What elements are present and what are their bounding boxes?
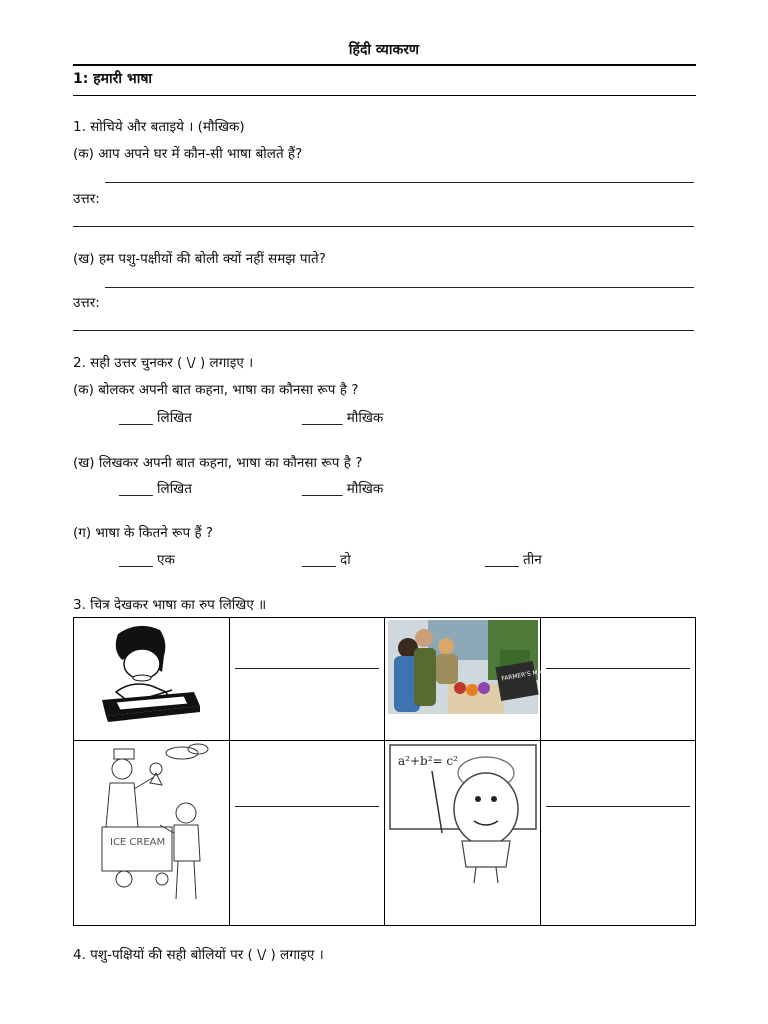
answer-cell-4[interactable] [540, 741, 696, 926]
q2c-option-do[interactable]: _____ दो [302, 552, 351, 568]
q1b-question: (ख) हम पशु-पक्षीयों की बोली क्यों नहीं समझ पाते? [73, 251, 326, 267]
title-divider [73, 64, 696, 66]
q1b-answer-label: उत्तर: [73, 295, 100, 311]
farmers-market-photo [388, 620, 558, 722]
q2b-option-maukhik[interactable]: ______ मौखिक [302, 481, 384, 497]
answer-cell-2[interactable] [540, 618, 696, 741]
answer-line-4[interactable] [546, 806, 691, 807]
q1a-answer-line-1[interactable] [105, 182, 694, 183]
answer-line-2[interactable] [546, 668, 691, 669]
teacher-board-illustration [388, 743, 538, 921]
icecream-vendor-illustration [76, 743, 226, 921]
answer-line-1[interactable] [235, 668, 380, 669]
icecream-sign-text: ICE CREAM [110, 837, 166, 848]
q2c-option-ek[interactable]: _____ एक [119, 552, 175, 568]
q2b-question: (ख) लिखकर अपनी बात कहना, भाषा का कौनसा रूप है ? [73, 455, 363, 471]
market-sign-text: FARMER'S MARKET [500, 665, 558, 683]
q1-heading: 1. सोचिये और बताइये । (मौखिक) [73, 119, 245, 135]
picture-cell-market [385, 618, 558, 741]
answer-cell-3[interactable] [229, 741, 385, 926]
q2c-question: (ग) भाषा के कितने रूप हैं ? [73, 525, 214, 541]
q1a-answer-label: उत्तर: [73, 191, 100, 207]
q1a-question: (क) आप अपने घर में कौन-सी भाषा बोलते हैं? [73, 146, 303, 162]
board-formula: a²+b²= c² [398, 754, 458, 768]
q1b-answer-line-2[interactable] [73, 330, 694, 331]
answer-cell-1[interactable] [229, 618, 385, 741]
q4-heading: 4. पशु-पक्षियों की सही बोलियों पर ( \/ ) लगाइए । [73, 947, 324, 963]
page-title: हिंदी व्याकरण [348, 42, 420, 58]
picture-cell-girl-writing [74, 618, 230, 741]
chapter-divider [73, 95, 696, 96]
answer-line-3[interactable] [235, 806, 380, 807]
q2-heading: 2. सही उत्तर चुनकर ( \/ ) लगाइए । [73, 355, 254, 371]
q3-heading: 3. चित्र देखकर भाषा का रुप लिखिए ॥ [73, 597, 267, 613]
q2a-option-maukhik[interactable]: ______ मौखिक [302, 410, 384, 426]
q1a-answer-line-2[interactable] [73, 226, 694, 227]
picture-cell-teacher [385, 741, 541, 926]
q2a-question: (क) बोलकर अपनी बात कहना, भाषा का कौनसा रूप है ? [73, 382, 359, 398]
q2b-option-likhit[interactable]: _____ लिखित [119, 481, 192, 497]
q2c-option-teen[interactable]: _____ तीन [485, 552, 542, 568]
picture-answer-table [73, 617, 696, 926]
chapter-heading: 1: हमारी भाषा [73, 71, 153, 87]
q2a-option-likhit[interactable]: _____ लिखित [119, 410, 192, 426]
girl-writing-illustration [76, 620, 226, 740]
picture-cell-icecream [74, 741, 230, 926]
q1b-answer-line-1[interactable] [105, 287, 694, 288]
